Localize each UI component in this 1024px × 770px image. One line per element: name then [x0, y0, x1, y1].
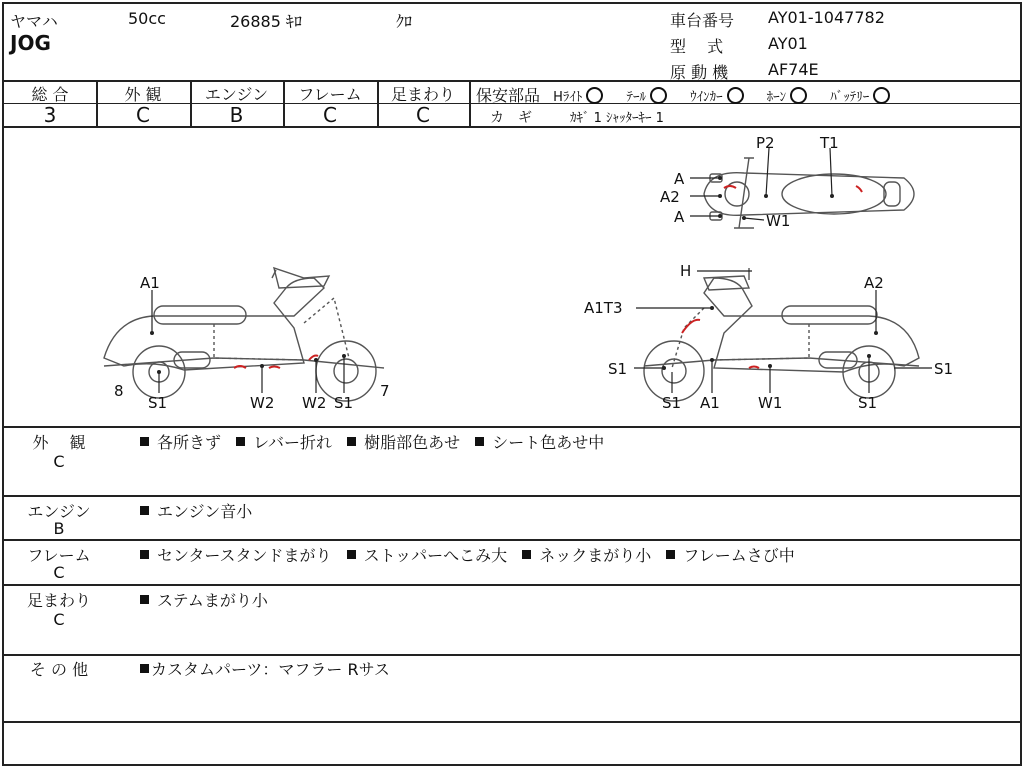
label-w2: W2 [302, 394, 327, 412]
section-grade: C [53, 610, 65, 629]
section-title: 外 観 [32, 433, 86, 452]
frame-no: AY01-1047782 [768, 8, 885, 27]
bullet-icon [140, 506, 149, 515]
top-view-outline [704, 158, 914, 228]
item-label: ﾃｰﾙ [626, 90, 646, 105]
section-items [140, 430, 604, 453]
item: フレームさび中 [683, 546, 795, 565]
section-items [140, 499, 252, 522]
label-s1: S1 [858, 394, 878, 412]
label-w2: W2 [250, 394, 275, 412]
divider [4, 426, 1020, 428]
displacement: 50cc [128, 9, 166, 28]
ok-circle-icon [873, 87, 890, 104]
section-grade: C [53, 452, 65, 471]
bullet-icon [347, 550, 356, 559]
label-a1: A1 [140, 274, 160, 292]
label-h: H [680, 262, 692, 280]
label-a2: A2 [864, 274, 884, 292]
model-name: JOG [10, 31, 51, 55]
grade-frame-label: フレーム [298, 85, 362, 104]
bullet-icon [666, 550, 675, 559]
bullet-icon [347, 437, 356, 446]
safety-item-horn [767, 90, 808, 105]
section-items [140, 543, 795, 566]
grade-exterior-label: 外 観 [124, 85, 162, 104]
ok-circle-icon [650, 87, 667, 104]
type-value: AY01 [768, 34, 808, 53]
grade-suspension-value: C [416, 103, 430, 127]
divider [4, 584, 1020, 586]
leader-dots [150, 176, 878, 374]
grade-engine-label: エンジン [204, 85, 269, 104]
mileage: 26885 ｷﾛ [230, 12, 302, 31]
divider [4, 495, 1020, 497]
key-label: カ ギ [490, 110, 532, 126]
item: ネックまがり小 [539, 546, 652, 565]
section-title: エンジン [27, 502, 91, 521]
label-a1: A1 [700, 394, 720, 412]
grade-exterior-value: C [136, 103, 150, 127]
maker: ヤマハ [10, 12, 58, 31]
item: シート色あせ中 [492, 433, 605, 452]
label-s1: S1 [662, 394, 682, 412]
grade-engine-value: B [229, 103, 244, 127]
leader-lines [152, 148, 932, 393]
item: レバー折れ [253, 433, 332, 452]
divider [4, 654, 1020, 656]
label-8: 8 [114, 382, 124, 400]
label-a2: A2 [660, 188, 680, 206]
safety-parts-label: 保安部品 [476, 86, 541, 105]
item: カスタムパーツ：マフラー Rサス [151, 660, 390, 679]
section-items [140, 588, 268, 611]
item: ステムまがり小 [157, 591, 268, 610]
bullet-icon [140, 664, 149, 673]
item-label: ﾎｰﾝ [766, 90, 787, 105]
label-7: 7 [380, 382, 390, 400]
item: センタースタンドまがり [157, 546, 332, 565]
type-label: 型 式 [670, 37, 724, 56]
color: ｸﾛ [396, 12, 413, 31]
label-s1: S1 [148, 394, 168, 412]
safety-item-headlight [553, 90, 603, 105]
section-title: そ の 他 [29, 660, 89, 679]
bullet-icon [236, 437, 245, 446]
inspection-sheet [2, 2, 1022, 766]
label-s1: S1 [334, 394, 354, 412]
grade-frame-value: C [323, 103, 337, 127]
engine-label: 原 動 機 [670, 63, 729, 82]
bullet-icon [140, 550, 149, 559]
ok-circle-icon [586, 87, 603, 104]
section-grade: B [53, 519, 65, 538]
bullet-icon [140, 437, 149, 446]
safety-item-battery [830, 90, 890, 105]
label-p2: P2 [756, 134, 775, 152]
divider [4, 721, 1020, 723]
label-w1: W1 [758, 394, 783, 412]
safety-item-tail [626, 90, 667, 105]
item: エンジン音小 [157, 502, 253, 521]
section-title: 足まわり [26, 591, 91, 610]
damage-diagram [4, 128, 1020, 426]
label-a1t3: A1T3 [584, 299, 623, 317]
item: 樹脂部色あせ [364, 433, 461, 452]
bullet-icon [522, 550, 531, 559]
key-value: ｶｷﾞ 1 ｼｬｯﾀｰｷｰ 1 [570, 111, 664, 126]
grade-overall-label: 総 合 [31, 85, 69, 104]
item: 各所きず [157, 433, 222, 452]
grade-suspension-label: 足まわり [390, 85, 455, 104]
ok-circle-icon [790, 87, 807, 104]
ok-circle-icon [727, 87, 744, 104]
label-s1: S1 [934, 360, 954, 378]
item-label: Hﾗｲﾄ [553, 90, 583, 105]
divider [4, 539, 1020, 541]
item: ストッパーへこみ大 [363, 546, 508, 565]
label-w1: W1 [766, 212, 791, 230]
frame-no-label: 車台番号 [670, 11, 735, 30]
section-items [140, 657, 390, 680]
label-t1: T1 [820, 134, 839, 152]
section-grade: C [53, 563, 65, 582]
item-label: ﾊﾞｯﾃﾘｰ [830, 90, 870, 105]
bullet-icon [140, 595, 149, 604]
grade-overall-value: 3 [43, 103, 57, 127]
engine-value: AF74E [768, 60, 819, 79]
bullet-icon [475, 437, 484, 446]
label-s1: S1 [608, 360, 628, 378]
label-a: A [674, 170, 685, 188]
safety-parts-row [476, 83, 890, 106]
safety-item-winker [690, 90, 744, 105]
label-a: A [674, 208, 685, 226]
item-label: ｳｲﾝｶｰ [690, 90, 723, 105]
section-title: フレーム [27, 546, 91, 565]
